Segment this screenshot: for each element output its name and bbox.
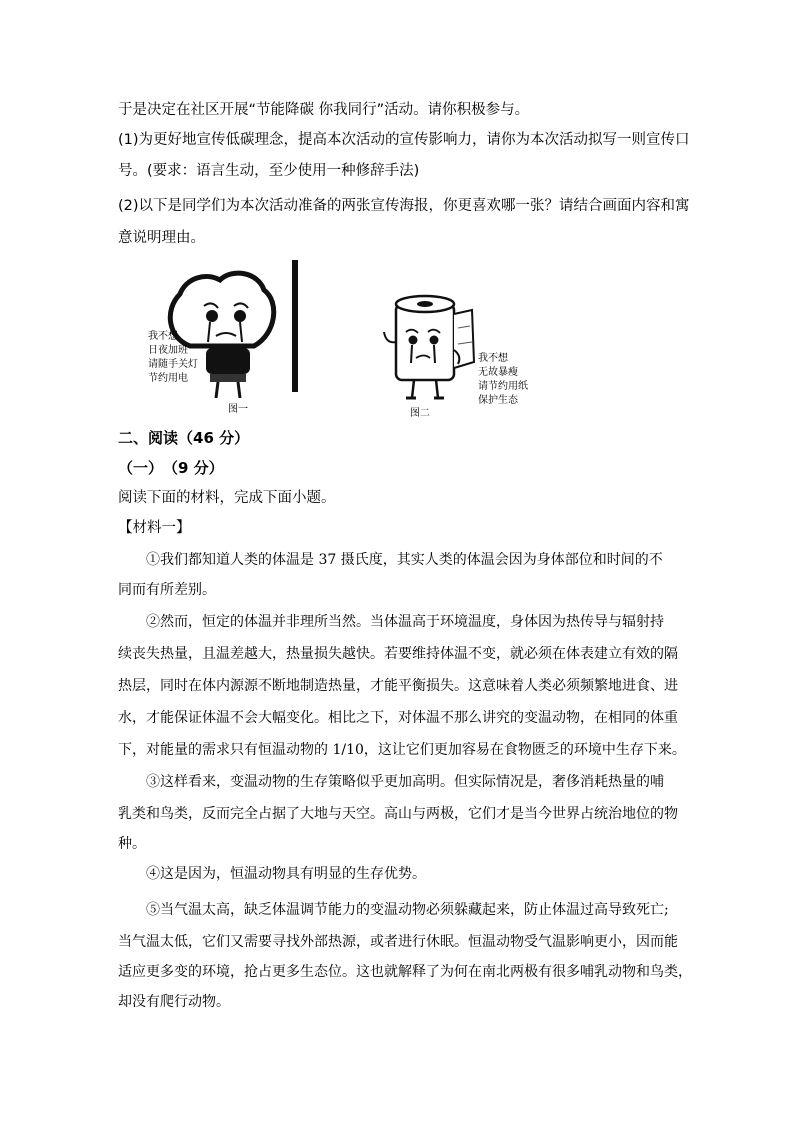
paragraph-3-line-1: ③这样看来，变温动物的生存策略似乎更加高明。但实际情况是，奢侈消耗热量的哺	[146, 774, 664, 790]
reading-instruction: 阅读下面的材料，完成下面小题。	[118, 490, 336, 506]
fig1-text-1: 我不想	[148, 331, 178, 342]
paragraph-2-line-3: 热层，同时在体内源源不断地制造热量，才能平衡损失。这意味着人类必须频繁地进食、进	[118, 678, 678, 694]
paragraph-3-line-3: 种。	[118, 836, 146, 852]
question-2-line-2: 意说明理由。	[118, 230, 205, 246]
subsection-title: （一） （9 分）	[118, 459, 224, 477]
poster-figure-2	[370, 290, 540, 420]
paragraph-2-line-4: 水，才能保证体温不会大幅变化。相比之下，对体温不那么讲究的变温动物，在相同的体重	[118, 710, 678, 726]
fig2-text-1: 我不想	[478, 353, 508, 364]
paragraph-5-line-3: 适应更多变的环境，抢占更多生态位。这也就解释了为何在南北两极有很多哺乳动物和鸟类，	[118, 964, 692, 980]
fig2-caption: 图二	[410, 408, 430, 419]
fig2-text-2: 无故暴瘦	[478, 367, 518, 378]
question-1-line-1: (1)为更好地宣传低碳理念，提高本次活动的宣传影响力，请你为本次活动拟写一则宣传口	[118, 132, 690, 148]
fig1-caption: 图一	[228, 404, 248, 415]
paragraph-4-line-1: ④这是因为，恒温动物具有明显的生存优势。	[146, 866, 426, 882]
poster-figure-1	[140, 258, 310, 418]
paragraph-3-line-2: 乳类和鸟类，反而完全占据了大地与天空。高山与两极，它们才是当今世界占统治地位的物	[118, 806, 678, 822]
fig2-text-3: 请节约用纸	[478, 381, 528, 392]
section-title: 二、阅读（46 分）	[118, 429, 250, 447]
question-2-line-1: (2)以下是同学们为本次活动准备的两张宣传海报，你更喜欢哪一张？请结合画面内容和寓	[118, 198, 690, 214]
paragraph-2-line-1: ②然而，恒定的体温并非理所当然。当体温高于环境温度，身体因为热传导与辐射持	[146, 614, 664, 630]
fig1-text-4: 节约用电	[148, 373, 188, 384]
paragraph-5-line-4: 却没有爬行动物。	[118, 994, 230, 1010]
question-1-line-2: 号。(要求：语言生动，至少使用一种修辞手法)	[118, 163, 420, 179]
fig1-text-2: 日夜加班	[148, 345, 188, 356]
paragraph-5-line-2: 当气温太低，它们又需要寻找外部热源，或者进行休眠。恒温动物受气温影响更小，因而能	[118, 934, 678, 950]
paragraph-5-line-1: ⑤当气温太高，缺乏体温调节能力的变温动物必须躲藏起来，防止体温过高导致死亡;	[146, 902, 669, 918]
material-label: 【材料一】	[118, 520, 191, 536]
intro-line-1: 于是决定在社区开展“节能降碳 你我同行”活动。请你积极参与。	[118, 102, 530, 118]
paragraph-2-line-5: 下，对能量的需求只有恒温动物的 1/10，这让它们更加容易在食物匮乏的环境中生存下来。	[118, 742, 686, 758]
fig1-text-3: 请随手关灯	[148, 359, 198, 370]
paragraph-1-line-2: 同而有所差别。	[118, 582, 216, 598]
fig2-text-4: 保护生态	[478, 395, 518, 406]
paragraph-2-line-2: 续丧失热量，且温差越大，热量损失越快。若要维持体温不变，就必须在体表建立有效的隔	[118, 646, 678, 662]
paragraph-1-line-1: ①我们都知道人类的体温是 37 摄氏度，其实人类的体温会因为身体部位和时间的不	[146, 552, 663, 568]
